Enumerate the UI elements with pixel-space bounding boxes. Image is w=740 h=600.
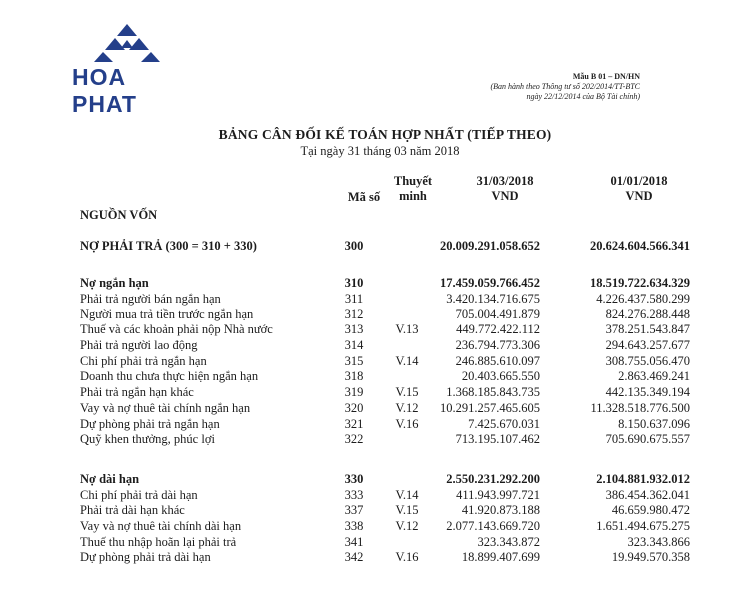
row-value-2018-03-31: 323.343.872 — [477, 535, 540, 549]
row-code: 319 — [344, 385, 364, 399]
row-value-2018-01-01: 18.519.722.634.329 — [590, 276, 690, 290]
section-label: NGUỒN VỐN — [80, 208, 158, 222]
table-row — [0, 354, 740, 369]
table-row — [0, 550, 740, 565]
row-name: Phải trả dài hạn khác — [80, 503, 185, 517]
logo-text: HOA PHAT — [72, 64, 137, 117]
row-code: 310 — [344, 276, 364, 290]
row-note: V.16 — [395, 417, 419, 431]
row-value-2018-01-01: 378.251.543.847 — [605, 322, 690, 336]
row-value-2018-03-31: 449.772.422.112 — [456, 322, 540, 336]
table-row — [0, 535, 740, 550]
row-code: 300 — [344, 239, 364, 253]
row-name: Thuế thu nhập hoãn lại phải trả — [80, 535, 237, 549]
report-title: BẢNG CÂN ĐỐI KẾ TOÁN HỢP NHẤT (TIẾP THEO) — [218, 127, 552, 142]
row-name: Quỹ khen thưởng, phúc lợi — [80, 432, 215, 446]
header-col1-unit: VND — [491, 189, 519, 203]
table-row — [0, 417, 740, 432]
row-value-2018-01-01: 4.226.437.580.299 — [596, 292, 690, 306]
table-row — [0, 369, 740, 384]
form-info — [490, 72, 640, 102]
table-row — [0, 519, 740, 534]
row-note: V.14 — [395, 488, 419, 502]
row-value-2018-03-31: 17.459.059.766.452 — [440, 276, 540, 290]
row-value-2018-03-31: 2.077.143.669.720 — [446, 519, 540, 533]
row-note: V.12 — [395, 519, 419, 533]
report-subtitle: Tại ngày 31 tháng 03 năm 2018 — [300, 144, 460, 158]
header-code: Mã số — [347, 190, 381, 204]
row-value-2018-03-31: 236.794.773.306 — [455, 338, 540, 352]
table-row — [0, 472, 740, 487]
form-code: Mẫu B 01 – DN/HN — [572, 72, 640, 81]
company-logo — [72, 22, 192, 118]
row-note: V.16 — [395, 550, 419, 564]
row-value-2018-03-31: 2.550.231.292.200 — [446, 472, 540, 486]
row-value-2018-03-31: 18.899.407.699 — [461, 550, 540, 564]
form-regulation-line2: ngày 22/12/2014 của Bộ Tài chính) — [526, 92, 640, 101]
row-value-2018-01-01: 323.343.866 — [627, 535, 690, 549]
row-name: Thuế và các khoản phải nộp Nhà nước — [80, 322, 273, 336]
row-value-2018-03-31: 20.009.291.058.652 — [440, 239, 540, 253]
row-value-2018-01-01: 1.651.494.675.275 — [596, 519, 690, 533]
row-name: Chi phí phải trả dài hạn — [80, 488, 198, 502]
table-row — [0, 322, 740, 337]
row-code: 330 — [344, 472, 364, 486]
row-value-2018-01-01: 2.104.881.932.012 — [596, 472, 690, 486]
row-value-2018-03-31: 20.403.665.550 — [461, 369, 540, 383]
row-note: V.14 — [395, 354, 419, 368]
row-value-2018-03-31: 41.920.873.188 — [461, 503, 540, 517]
row-value-2018-03-31: 10.291.257.465.605 — [440, 401, 540, 415]
header-col2-date: 01/01/2018 — [610, 174, 668, 188]
row-value-2018-01-01: 294.643.257.677 — [605, 338, 690, 352]
row-code: 320 — [344, 401, 364, 415]
row-value-2018-01-01: 2.863.469.241 — [618, 369, 690, 383]
table-row — [0, 338, 740, 353]
row-code: 315 — [344, 354, 364, 368]
row-note: V.15 — [395, 503, 419, 517]
header-note: Thuyết minh — [393, 174, 433, 203]
row-value-2018-03-31: 713.195.107.462 — [455, 432, 540, 446]
row-name: Phải trả người lao động — [80, 338, 198, 352]
row-value-2018-01-01: 11.328.518.776.500 — [590, 401, 690, 415]
table-row — [0, 503, 740, 518]
row-value-2018-03-31: 3.420.134.716.675 — [446, 292, 540, 306]
row-name: Nợ ngắn hạn — [80, 276, 149, 290]
row-code: 333 — [344, 488, 364, 502]
row-name: Vay và nợ thuê tài chính ngắn hạn — [80, 401, 251, 415]
table-row — [0, 292, 740, 307]
table-row — [0, 385, 740, 400]
row-name: Dự phòng phải trả ngắn hạn — [80, 417, 220, 431]
header-col2-unit: VND — [625, 189, 653, 203]
row-code: 322 — [344, 432, 364, 446]
row-code: 337 — [344, 503, 364, 517]
table-row — [0, 307, 740, 322]
table-row — [0, 276, 740, 291]
row-name: Người mua trả tiền trước ngắn hạn — [80, 307, 254, 321]
row-value-2018-01-01: 824.276.288.448 — [605, 307, 690, 321]
row-code: 338 — [344, 519, 364, 533]
row-code: 341 — [344, 535, 364, 549]
row-value-2018-01-01: 20.624.604.566.341 — [590, 239, 690, 253]
row-value-2018-01-01: 19.949.570.358 — [611, 550, 690, 564]
row-code: 312 — [344, 307, 364, 321]
row-code: 311 — [344, 292, 364, 306]
row-value-2018-03-31: 246.885.610.097 — [455, 354, 540, 368]
row-value-2018-01-01: 705.690.675.557 — [605, 432, 690, 446]
row-note: V.12 — [395, 401, 419, 415]
table-row — [0, 432, 740, 447]
row-code: 314 — [344, 338, 364, 352]
row-value-2018-03-31: 705.004.491.879 — [455, 307, 540, 321]
row-name: Phải trả ngắn hạn khác — [80, 385, 194, 399]
row-value-2018-01-01: 386.454.362.041 — [605, 488, 690, 502]
row-code: 313 — [344, 322, 364, 336]
row-name: Chi phí phải trả ngắn hạn — [80, 354, 207, 368]
header-col2 — [574, 174, 704, 204]
row-name: Dự phòng phải trả dài hạn — [80, 550, 211, 564]
row-note: V.13 — [395, 322, 419, 336]
row-name: Nợ dài hạn — [80, 472, 140, 486]
row-note: V.15 — [395, 385, 419, 399]
header-col1-date: 31/03/2018 — [476, 174, 534, 188]
row-value-2018-01-01: 308.755.056.470 — [605, 354, 690, 368]
table-row — [0, 488, 740, 503]
header-col1 — [440, 174, 570, 204]
row-code: 342 — [344, 550, 364, 564]
row-name: Doanh thu chưa thực hiện ngắn hạn — [80, 369, 259, 383]
row-name: Vay và nợ thuê tài chính dài hạn — [80, 519, 242, 533]
hoa-phat-triangle-logo-icon — [94, 22, 160, 62]
row-name: Phải trả người bán ngắn hạn — [80, 292, 221, 306]
table-row — [0, 239, 740, 254]
row-value-2018-01-01: 8.150.637.096 — [618, 417, 690, 431]
form-regulation-line1: (Ban hành theo Thông tư số 202/2014/TT-BTC — [490, 82, 640, 91]
table-row — [0, 401, 740, 416]
row-value-2018-01-01: 442.135.349.194 — [605, 385, 690, 399]
row-code: 321 — [344, 417, 364, 431]
row-value-2018-03-31: 7.425.670.031 — [468, 417, 540, 431]
row-value-2018-01-01: 46.659.980.472 — [611, 503, 690, 517]
row-code: 318 — [344, 369, 364, 383]
row-value-2018-03-31: 1.368.185.843.735 — [446, 385, 540, 399]
row-name: NỢ PHẢI TRẢ (300 = 310 + 330) — [80, 239, 257, 253]
row-value-2018-03-31: 411.943.997.721 — [456, 488, 540, 502]
